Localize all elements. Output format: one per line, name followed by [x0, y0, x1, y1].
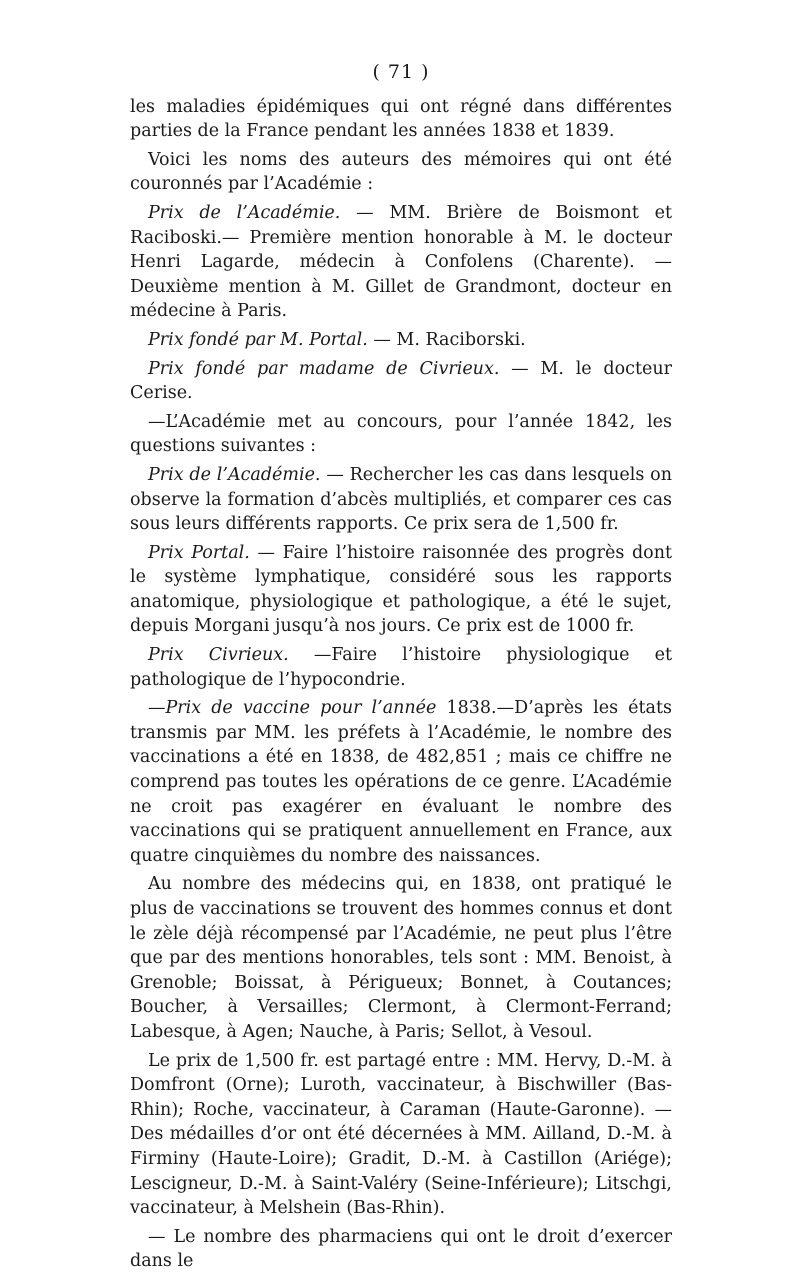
prize-title: Prix fondé par M. Portal. [148, 329, 368, 350]
prize-title: Prix Civrieux. [148, 645, 289, 666]
prize-text: 1838.—D’après les états transmis par MM. les préfets à l’Académie, le nombre des vaccinations a été en 1838, de 482,851 ; mais ce chiffre ne comprend pas toutes les opérations de ce genre. L’Académie ne croit pas exagérer en évaluant le nombre des vaccinations qui se pratiquent annuellement en France, aux quatre cinquièmes du nombre des naissances. [130, 698, 672, 866]
paragraph-prix-portal-laureat [130, 328, 672, 353]
paragraph-concours-1842: —L’Académie met au concours, pour l’année 1842, les questions suivantes : [130, 411, 672, 457]
paragraph-question-portal [130, 541, 672, 639]
prize-title: Prix de vaccine pour l’année [165, 698, 437, 719]
prize-text: — M. Raciborski. [373, 329, 526, 350]
paragraph-intro: Voici les noms des auteurs des mémoires qui ont été couronnés par l’Académie : [130, 149, 672, 195]
paragraph-medecins-vaccinateurs: Au nombre des médecins qui, en 1838, ont pratiqué le plus de vaccinations se trouvent des hommes connus et dont le zèle déjà récompensé par l’Académie, ne peut plus l’être que par des mentions honorables, tels sont : MM. Benoist, à Grenoble; Boissat, à Périgueux; Bonnet, à Coutances; Boucher, à Versailles; Clermont, à Clermont-Ferrand; Labesque, à Agen; Nauche, à Paris; Sellot, à Vesoul. [130, 874, 672, 1042]
prize-text: — M. le docteur Cerise. [130, 358, 672, 404]
prize-text: — Faire l’histoire raisonnée des progrès dont le système lymphatique, considéré sous les rapports anatomique, physiologique et pathologique, a été le sujet, depuis Morgani jusqu’à nos jours. Ce prix est de 1000 fr. [130, 542, 672, 637]
prize-text: —Faire l’histoire physiologique et pathologique de l’hypocondrie. [130, 645, 672, 690]
page [130, 60, 672, 1278]
prize-title: Prix Portal. [148, 542, 250, 563]
paragraph-prix-vaccine [130, 696, 672, 868]
prize-title: Prix de l’Académie. [148, 464, 321, 485]
paragraph-prix-academie-laureats [130, 201, 672, 324]
paragraph-question-academie [130, 463, 672, 537]
page-number: ( 71 ) [372, 61, 430, 83]
prize-title: Prix de l’Académie. [148, 202, 341, 223]
prize-title: Prix fondé par madame de Civrieux. [148, 358, 500, 379]
paragraph-pharmaciens: — Le nombre des pharmaciens qui ont le droit d’exercer dans le [130, 1226, 672, 1272]
prize-text: — MM. Brière de Boismont et Raciboski.— Première mention honorable à M. le docteur Henri Lagarde, médecin à Confolens (Charente). — Deuxième mention à M. Gillet de Grandmont, docteur en médecine à Paris. [130, 202, 672, 322]
paragraph-prix-civrieux-laureat [130, 357, 672, 406]
prize-text: — Rechercher les cas dans lesquels on observe la formation d’abcès multipliés, et comparer ces cas sous leurs différents rapports. Ce prix sera de 1,500 fr. [130, 464, 672, 535]
dash: — [148, 698, 166, 719]
paragraph-prix-partage: Le prix de 1,500 fr. est partagé entre : MM. Hervy, D.-M. à Domfront (Orne); Luroth, vaccinateur, à Bischwiller (Bas-Rhin); Roche, vaccinateur, à Caraman (Haute-Garonne). — Des médailles d’or ont été décernées à MM. Ailland, D.-M. à Firminy (Haute-Loire); Gradit, D.-M. à Castillon (Ariége); Lescigneur, D.-M. à Saint-Valéry (Seine-Inférieure); Litschgi, vaccinateur, à Melshein (Bas-Rhin). [130, 1050, 672, 1219]
paragraph-question-civrieux [130, 643, 672, 692]
paragraph-continuation: les maladies épidémiques qui ont régné dans différentes parties de la France pendant les années 1838 et 1839. [130, 96, 672, 142]
